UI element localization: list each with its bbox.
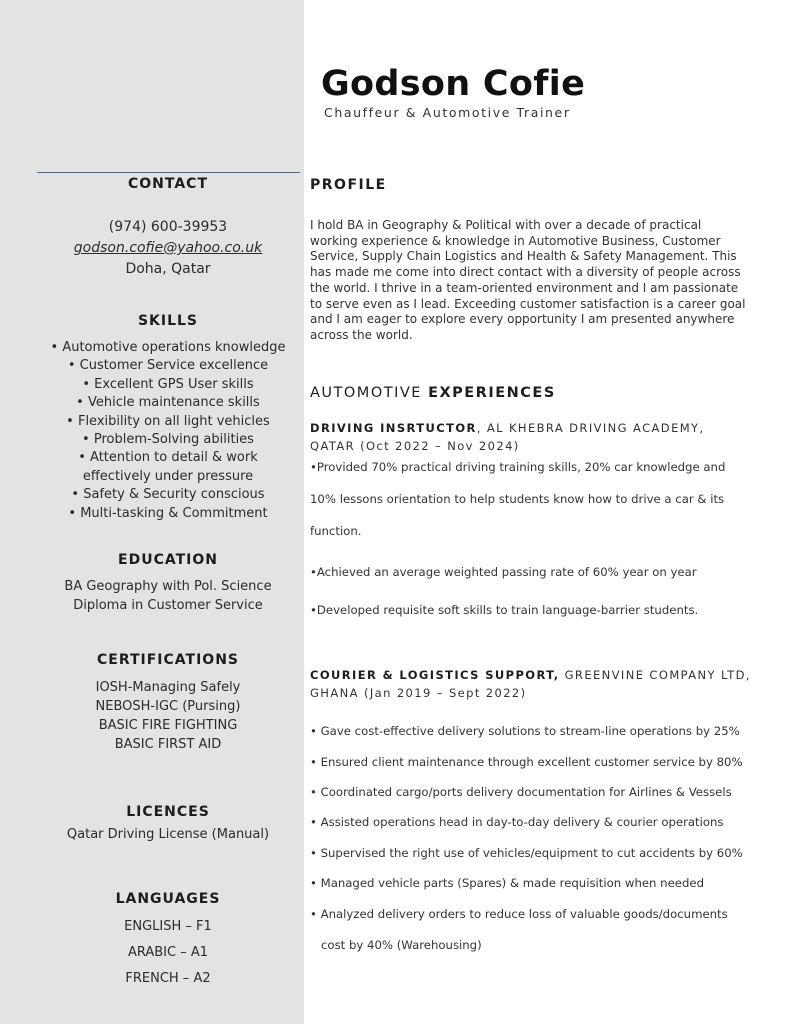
experiences-heading-bold: EXPERIENCES (428, 385, 556, 401)
contact-phone: (974) 600-39953 (108, 219, 228, 235)
skills-list (20, 339, 316, 523)
education-list (20, 577, 316, 615)
skill-item: • Automotive operations knowledge (50, 340, 286, 355)
certification-item: IOSH-Managing Safely (95, 680, 241, 695)
job-bullet: •Achieved an average weighted passing rate of 60% year on year (310, 565, 697, 579)
skill-item: • Attention to detail & work (78, 450, 258, 466)
education-heading: EDUCATION (118, 552, 218, 568)
contact-heading: CONTACT (127, 176, 208, 192)
licences-list (20, 825, 316, 844)
skill-item: • Flexibility on all light vehicles (66, 413, 270, 429)
certification-item: BASIC FIRE FIGHTING (98, 718, 238, 733)
licences-heading: LICENCES (126, 804, 210, 820)
certifications-list (20, 678, 316, 754)
job-bullet: function. (310, 524, 362, 538)
job-bullet: • Ensured client maintenance through excellent customer service by 80% (310, 755, 743, 769)
language-item: FRENCH – A2 (125, 971, 211, 986)
job-bullet: •Provided 70% practical driving training skills, 20% car knowledge and (310, 460, 726, 474)
job-bullet: • Managed vehicle parts (Spares) & made requisition when needed (310, 876, 704, 890)
contact-divider (37, 172, 300, 173)
candidate-name: Godson Cofie (321, 64, 586, 104)
contact-block (20, 217, 316, 280)
experiences-heading-light: AUTOMOTIVE (310, 385, 422, 401)
job-title: COURIER & LOGISTICS SUPPORT, (310, 668, 560, 682)
skill-item: • Safety & Security conscious (71, 487, 265, 503)
profile-text: I hold BA in Geography & Political with over a decade of practical working experience & knowledge in Automotive Business, Customer Service, Supply Chain Logistics and Health & Safety Management. This has made me come into direct contact with a diversity of people across the world. I thrive in a team-oriented environment and I am passionate to serve even as I lead. Exceeding customer satisfaction is a career goal and I am eager to explore every opportunity I am presented anywhere across the world. (310, 218, 746, 342)
certifications-heading: CERTIFICATIONS (96, 652, 239, 668)
job-bullet: • Gave cost-effective delivery solutions to stream-line operations by 25% (310, 724, 740, 738)
job-title-block (310, 419, 760, 455)
licence-item: Qatar Driving License (Manual) (66, 827, 270, 842)
job-bullet: 10% lessons orientation to help students know how to drive a car & its (310, 492, 725, 506)
job-location-dates: QATAR (Oct 2022 – Nov 2024) (310, 439, 520, 453)
contact-email[interactable]: godson.cofie@yahoo.co.uk (73, 240, 263, 256)
certification-item: NEBOSH-IGC (Pursing) (95, 699, 241, 714)
job-employer: , AL KHEBRA DRIVING ACADEMY, (476, 421, 705, 435)
job-title: DRIVING INSRTUCTOR (310, 421, 477, 435)
skill-item: • Excellent GPS User skills (82, 376, 254, 392)
skill-item: • Problem-Solving abilities (82, 432, 254, 448)
job-bullet: • Analyzed delivery orders to reduce loss of valuable goods/documents (310, 907, 728, 921)
certification-item: BASIC FIRST AID (114, 737, 222, 752)
contact-location: Doha, Qatar (125, 261, 211, 277)
language-item: ENGLISH – F1 (124, 919, 212, 934)
language-item: ARABIC – A1 (127, 945, 209, 960)
skill-item: • Vehicle maintenance skills (76, 395, 260, 411)
job-bullet: cost by 40% (Warehousing) (321, 938, 482, 952)
job-bullet: • Assisted operations head in day-to-day delivery & courier operations (310, 815, 724, 829)
profile-heading: PROFILE (310, 177, 387, 193)
candidate-role: Chauffeur & Automotive Trainer (324, 105, 571, 120)
job-employer: GREENVINE COMPANY LTD, (559, 668, 751, 682)
job-location-dates: GHANA (Jan 2019 – Sept 2022) (310, 686, 527, 700)
experiences-heading (310, 385, 556, 401)
job-bullet: •Developed requisite soft skills to train language-barrier students. (310, 603, 699, 617)
skill-item: effectively under pressure (82, 468, 254, 484)
job-bullet: • Coordinated cargo/ports delivery documentation for Airlines & Vessels (310, 785, 732, 799)
job-bullet: • Supervised the right use of vehicles/equipment to cut accidents by 60% (310, 846, 743, 860)
languages-list (20, 914, 316, 992)
skill-item: • Multi-tasking & Commitment (68, 505, 268, 521)
skills-heading: SKILLS (137, 313, 199, 329)
education-item: Diploma in Customer Service (73, 598, 263, 613)
job-title-block (310, 666, 760, 702)
education-item: BA Geography with Pol. Science (64, 579, 272, 594)
skill-item: • Customer Service excellence (67, 358, 269, 374)
languages-heading: LANGUAGES (115, 891, 221, 907)
